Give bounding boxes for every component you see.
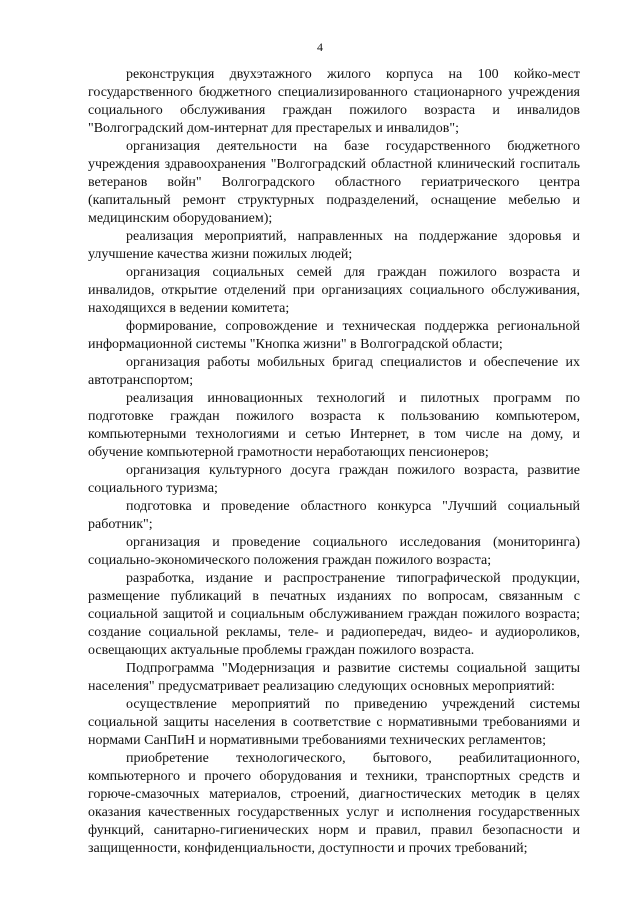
paragraph-reconstruction: реконструкция двухэтажного жилого корпуса на 100 койко-мест государственного бюджетного специализированного стационарного учреждения социального обслуживания граждан пожилого возраста и инвалидов "Волгоградский дом-интернат для престарелых и инвалидов";	[88, 67, 580, 136]
paragraph-subprogram-intro: Подпрограмма "Модернизация и развитие системы социальной защиты населения" предусматривает реализацию следующих основных мероприятий:	[88, 661, 580, 694]
paragraph-life-button-system: формирование, сопровождение и техническая поддержка региональной информационной системы "Кнопка жизни" в Волгоградской области;	[88, 319, 580, 352]
document-body	[88, 66, 580, 858]
paragraph-cultural-leisure: организация культурного досуга граждан пожилого возраста, развитие социального туризма;	[88, 463, 580, 496]
page-number: 4	[317, 40, 323, 54]
paragraph-health-measures: реализация мероприятий, направленных на поддержание здоровья и улучшение качества жизни пожилых людей;	[88, 229, 580, 262]
paragraph-computer-literacy: реализация инновационных технологий и пилотных программ по подготовке граждан пожилого возраста к пользованию компьютером, компьютерными технологиями и сетью Интернет, в том числе на дому, и обучение компьютерной грамотности неработающих пенсионеров;	[88, 391, 580, 460]
paragraph-publications: разработка, издание и распространение типографической продукции, размещение публикаций в печатных изданиях по вопросам, связанным с социальной защитой и социальным обслуживанием граждан пожилого возраста; создание социальной рекламы, теле- и радиопередач, видео- и аудиороликов, освещающих актуальные проблемы граждан пожилого возраста.	[88, 571, 580, 658]
paragraph-gerontology-center: организация деятельности на базе государственного бюджетного учреждения здравоохранения "Волгоградский областной клинический госпиталь ветеранов войн" Волгоградского областного гериатрического центра (капитальный ремонт структурных подразделений, оснащение мебелью и медицинским оборудованием);	[88, 139, 580, 226]
paragraph-monitoring: организация и проведение социального исследования (мониторинга) социально-экономического положения граждан пожилого возраста;	[88, 535, 580, 568]
paragraph-social-families: организация социальных семей для граждан пожилого возраста и инвалидов, открытие отделений при организациях социального обслуживания, находящихся в ведении комитета;	[88, 265, 580, 316]
paragraph-equipment-purchase: приобретение технологического, бытового, реабилитационного, компьютерного и прочего оборудования и техники, транспортных средств и горюче-смазочных материалов, строений, диагностических методик в целях оказания качественных государственных услуг и исполнения государственных функций, санитарно-гигиенических норм и правил, правил безопасности и защищенности, конфиденциальности, доступности и прочих требований;	[88, 751, 580, 856]
paragraph-sanpin-compliance: осуществление мероприятий по приведению учреждений системы социальной защиты населения в соответствие с нормативными требованиями и нормами СанПиН и нормативными требованиями технических регламентов;	[88, 697, 580, 748]
paragraph-mobile-teams: организация работы мобильных бригад специалистов и обеспечение их автотранспортом;	[88, 355, 580, 388]
paragraph-contest: подготовка и проведение областного конкурса "Лучший социальный работник";	[88, 499, 580, 532]
